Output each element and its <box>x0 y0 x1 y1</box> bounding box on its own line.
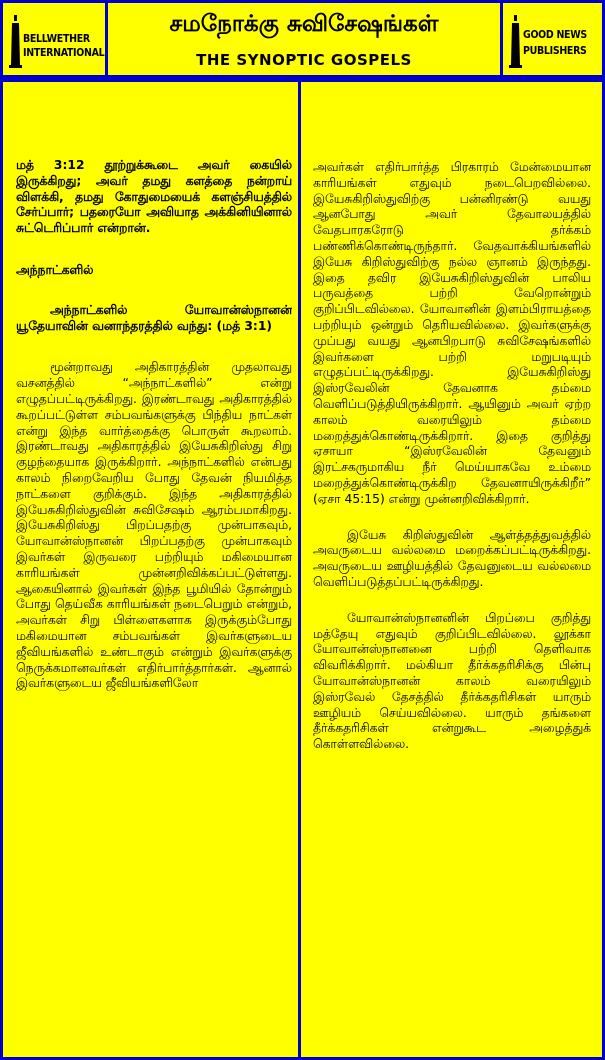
bellwether-logo <box>9 13 105 69</box>
tower-icon <box>509 13 523 69</box>
left-border <box>0 80 3 1060</box>
page-title-tamil: சமநோக்கு சுவிசேஷங்கள் <box>169 11 439 37</box>
body-paragraph: இயேசு கிறிஸ்துவின் ஆள்த்தத்துவத்தில் அவருடைய வல்லமை மறைக்கப்பட்டிருக்கிறது. அவருடைய ஊழியத்தில் தேவனுடைய வல்லமை வெளிப்படுத்தப்பட்டிருக்கிறது. <box>313 527 591 589</box>
body-paragraph: அவர்கள் எதிர்பார்த்த பிரகாரம் மேன்மையான காரியங்கள் எதுவும் நடைபெறவில்லை. இயேசுகிறிஸ்துவிற்கு பன்னிரண்டு வயது ஆனபோது அவர் தேவாலயத்தில் வேதபாரகரோடு தர்க்கம் பண்ணிக்கொண்டிருந்தார். வேதவாக்கியங்களில் இயேசு கிறிஸ்துவிற்கு நல்ல ஞானம் இருந்தது. இதை தவிர இயேசுகிறிஸ்துவின் பாலிய பருவத்தை பற்றி வேறொன்றும் குறிப்பிடவில்லை. யோவானின் இளம்பிராயத்தை பற்றியும் ஒன்றும் தெரியவில்லை. இவர்களுக்கு முப்பது வயது ஆனபிறபாடு சுவிசேஷங்களில் இவர்களை பற்றி மறுபடியும் எழுதப்பட்டிருக்கிறது. இயேசுகிறிஸ்து இஸ்ரவேலின் தேவனாக தம்மை வெளிப்படுத்தியிருக்கிறார். ஆயினும் அவர் ஏற்ற காலம் வரையிலும் தம்மை மறைத்துக்கொண்டிருக்கிறார். இதை குறித்து ஏசாயா “இஸ்ரவேலின் தேவனும் இரட்சகருமாகிய நீர் மெய்யாகவே உம்மை மறைத்துக்கொண்டிருக்கிற தேவனாயிருக்கிறீர்” (ஏசா 45:15) என்று முன்னறிவிக்கிறார். <box>313 160 591 506</box>
title-box <box>108 0 500 78</box>
tower-icon <box>9 13 23 69</box>
page-title-english: THE SYNOPTIC GOSPELS <box>196 51 412 69</box>
left-logo-line2: INTERNATIONAL <box>23 47 105 59</box>
left-column <box>16 82 292 1060</box>
body-paragraph: யோவான்ஸ்நானனின் பிறப்பை குறித்து மத்தேயு எதுவும் குறிப்பிடவில்லை. லூக்கா யோவான்ஸ்நானனை பற்றி தெளிவாக விவரிக்கிறார். மல்கியா தீர்க்கதரிசிக்கு பின்பு யோவான்ஸ்நானன் காலம் வரையிலும் இஸ்ரவேல் தேசத்தில் தீர்க்கதரிசிகள் யாரும் ஊழியம் செய்யவில்லை. யாரும் தங்களை தீர்க்கதரிசிகள் என்றுகூட அழைத்துக் கொள்ளவில்லை. <box>313 610 591 752</box>
good-news-logo <box>509 13 598 69</box>
right-column <box>313 82 591 1060</box>
verse-quote: மத் 3:12 தூற்றுக்கூடை அவர் கையில் இருக்கிறது; அவர் தமது களத்தை நன்றாய் விளக்கி, தமது கோதுமையைக் களஞ்சியத்தில் சேர்ப்பார்; பதரையோ அவியாத அக்கினியினால் சுட்டெரிப்பார் என்றான். <box>16 158 292 236</box>
page-header <box>0 0 605 80</box>
right-logo-line2: PUBLISHERS <box>523 45 587 57</box>
right-logo-box <box>500 0 605 78</box>
left-logo-line1: BELLWETHER <box>23 33 90 45</box>
body-paragraph: மூன்றாவது அதிகாரத்தின் முதலாவது வசனத்தில் “அந்நாட்களில்” என்று எழுதப்பட்டிருக்கிறது. இரண்டாவது அதிகாரத்தில் கூறப்பட்டுள்ள சம்பவங்களுக்கு பிந்திய நாட்கள் என்று இந்த வார்த்தைக்கு பொருள் கூறலாம். இரண்டாவது அதிகாரத்தில் இயேசுகிறிஸ்து சிறு குழந்தையாக இருக்கிறார். அந்நாட்களில் என்பது காலம் நிறைவேறிய போது தேவன் நியமித்த நாட்களை குறிக்கும். இந்த அதிகாரத்தில் இயேசுகிறிஸ்துவின் சுவிசேஷம் ஆரம்பமாகிறது. இயேசுகிறிஸ்து பிறப்பதற்கு முன்பாகவும், யோவான்ஸ்நானன் பிறப்பதற்கு முன்பாகவும் இவர்கள் இருவரை பற்றியும் மகிமையான காரியங்கள் முன்னறிவிக்கப்பட்டுள்ளது. ஆகையினால் இவர்கள் இந்த பூமியில் தோன்றும் போது தெய்வீக காரியங்கள் நடைபெறும் என்றும், அவர்கள் சிறு பிள்ளைகளாக இருக்கும்போது மகிமையான சம்பவங்கள் இவர்களுடைய ஜீவியங்களில் உண்டாகும் என்றும் இவர்களுக்கு நெருக்கமானவர்கள் எதிர்பார்த்தார்கள். ஆனால் இவர்களுடைய ஜீவியங்களிலோ <box>16 360 292 691</box>
column-divider <box>298 80 301 1060</box>
sub-heading: அந்நாட்களில் யோவான்ஸ்நானன் யூதேயாவின் வனாந்தரத்தில் வந்து: (மத் 3:1) <box>16 302 292 333</box>
right-logo-line1: GOOD NEWS <box>523 29 587 41</box>
left-logo-box <box>0 0 108 78</box>
section-heading: அந்நாட்களில் <box>16 262 94 277</box>
